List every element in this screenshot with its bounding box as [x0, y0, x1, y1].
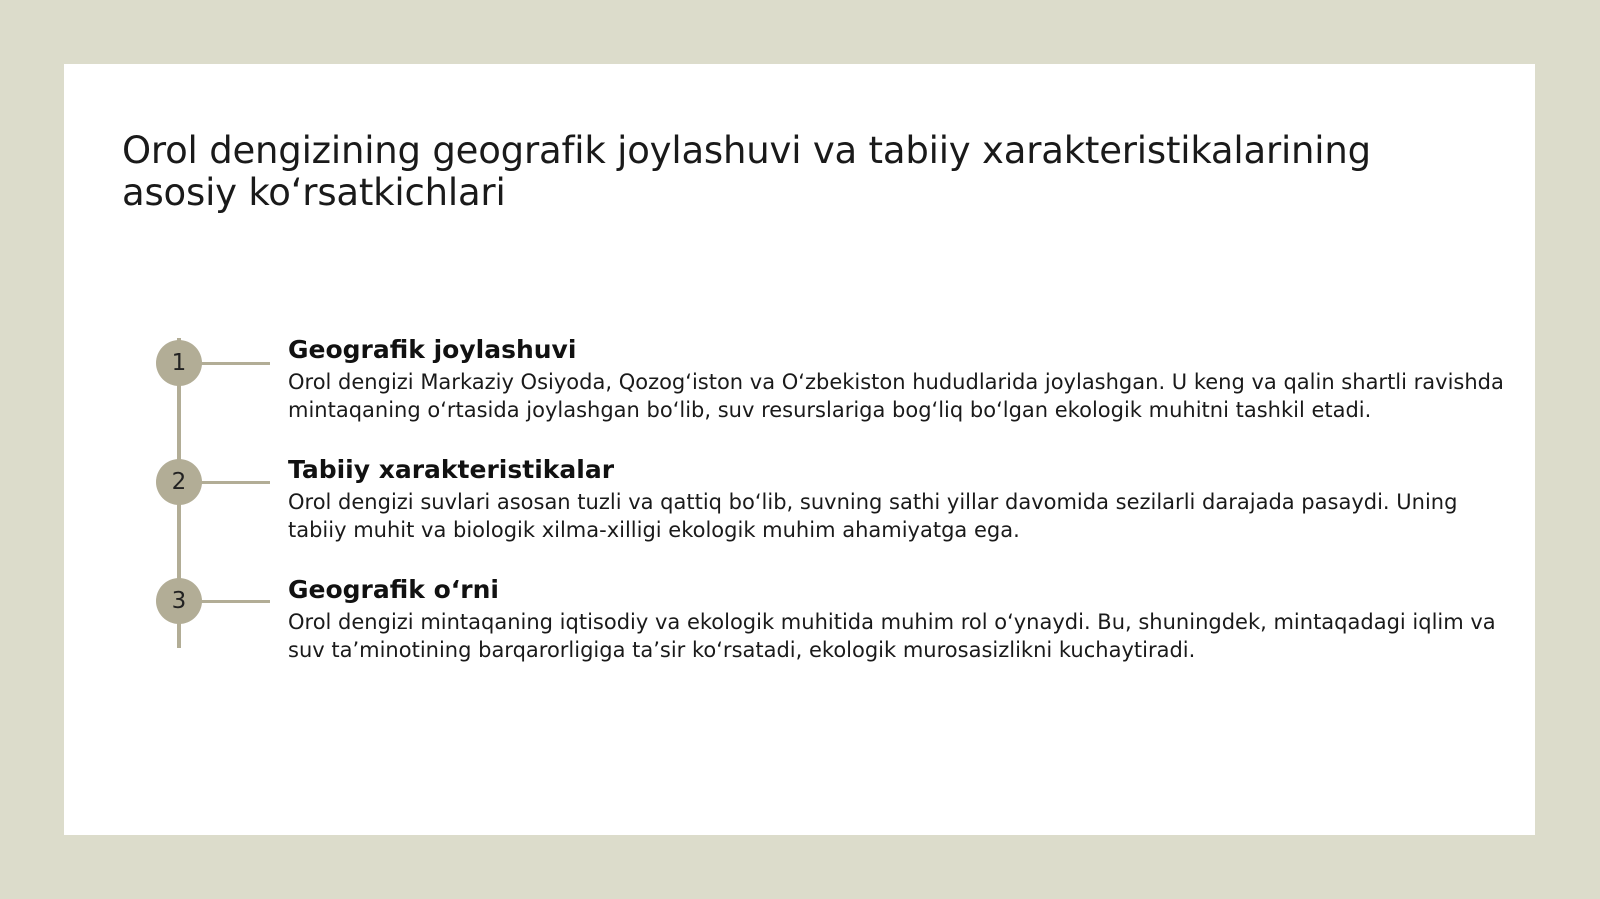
item-text: Orol dengizi suvlari asosan tuzli va qattiq bo‘lib, suvning sathi yillar davomida sezilarli darajada pasaydi. Uning tabiiy muhit va biologik xilma-xilligi ekologik muhim ahamiyatga ega.: [288, 490, 1458, 542]
step-badge-2: 2: [156, 459, 202, 505]
timeline-item-2: [288, 454, 1518, 544]
item-heading: Geografik joylashuvi: [288, 335, 577, 364]
timeline-item-3: [288, 574, 1518, 664]
timeline-connector-1: [198, 362, 270, 365]
item-text: Orol dengizi mintaqaning iqtisodiy va ekologik muhitida muhim rol o‘ynaydi. Bu, shuningdek, mintaqadagi iqlim va suv ta’minotining barqarorligiga ta’sir ko‘rsatadi, ekologik murosasizlikni kuchaytiradi.: [288, 610, 1496, 662]
slide-title: Orol dengizining geografik joylashuvi va tabiiy xarakteristikalarining asosiy ko‘rsatkichlari: [122, 129, 1371, 214]
item-heading: Tabiiy xarakteristikalar: [288, 455, 615, 484]
timeline-connector-3: [198, 600, 270, 603]
timeline-item-1: [288, 334, 1518, 424]
item-text: Orol dengizi Markaziy Osiyoda, Qozog‘iston va O‘zbekiston hududlarida joylashgan. U keng va qalin shartli ravishda mintaqaning o‘rtasida joylashgan bo‘lib, suv resurslariga bog‘liq bo‘lgan ekologik muhitni tashkil etadi.: [288, 370, 1504, 422]
slide-card: [64, 64, 1535, 835]
step-badge-1: 1: [156, 340, 202, 386]
timeline-connector-2: [198, 481, 270, 484]
item-heading: Geografik o‘rni: [288, 575, 499, 604]
step-badge-3: 3: [156, 578, 202, 624]
